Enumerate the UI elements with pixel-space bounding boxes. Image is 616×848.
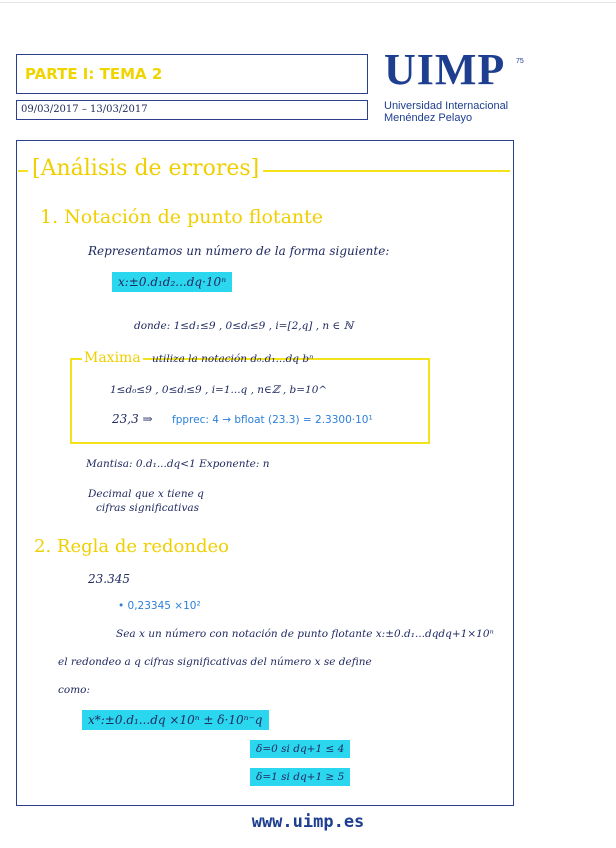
maxima-box-bottom [70, 442, 430, 444]
fechas-label: 09/03/2017 – 13/03/2017 [21, 104, 148, 115]
decimal-line1: Decimal que x tiene q [88, 488, 204, 500]
notes-frame [16, 140, 514, 806]
number-example: 23.345 [88, 572, 130, 586]
uimp-logo: UIMP [384, 45, 506, 94]
maxima-box-right [428, 358, 430, 444]
footer-url[interactable]: www.uimp.es [251, 812, 365, 832]
section2-heading: 2. Regla de redondeo [34, 536, 229, 557]
como-text: como: [58, 684, 91, 696]
formula-highlight: x:±0.d₁d₂...dq·10ⁿ [112, 272, 232, 292]
top-rule [0, 2, 616, 3]
sea-text: Sea x un número con notación de punto flotante x:±0.d₁...dqdq+1×10ⁿ [116, 628, 494, 640]
delta-one-rule: δ=1 si dq+1 ≥ 5 [250, 768, 350, 786]
maxima-conditions: 1≤d₀≤9 , 0≤dᵢ≤9 , i=1...q , n∈ℤ , b=10^ [110, 384, 328, 396]
maxima-label: Maxima [84, 350, 141, 366]
delta-zero-rule: δ=0 si dq+1 ≤ 4 [250, 740, 350, 758]
maxima-text: utiliza la notación d₀.d₁...dq bⁿ [152, 353, 314, 365]
intro-text: Representamos un número de la forma siguiente: [88, 244, 390, 258]
maxima-example-fpprec: fpprec: 4 → bfloat (23.3) = 2.3300·10¹ [172, 414, 373, 426]
fechas-box [16, 100, 368, 120]
tema-box [16, 54, 368, 94]
logo-mark: 75 [516, 58, 524, 65]
number-scientific: • 0,23345 ×10² [118, 600, 201, 612]
uni-name-line2: Menéndez Pelayo [384, 112, 473, 124]
mantisa-text: Mantisa: 0.d₁...dq<1 Exponente: n [86, 458, 270, 470]
rounding-formula: x*:±0.d₁...dq ×10ⁿ ± δ·10ⁿ⁻q [82, 710, 269, 730]
section1-heading: 1. Notación de punto flotante [40, 206, 324, 228]
maxima-box-left [70, 358, 72, 444]
decimal-line2: cifras significativas [96, 502, 200, 514]
uni-name-line1: Universidad Internacional [384, 100, 509, 112]
donde-text: donde: 1≤d₁≤9 , 0≤dᵢ≤9 , i=[2,q] , n ∈ ℕ [134, 320, 354, 332]
maxima-example-lhs: 23,3 ⇒ [112, 412, 153, 426]
tema-label: PARTE I: TEMA 2 [25, 65, 163, 83]
redondeo-text: el redondeo a q cifras significativas del número x se define [58, 656, 372, 668]
notes-title: [Análisis de errores] [28, 156, 263, 181]
